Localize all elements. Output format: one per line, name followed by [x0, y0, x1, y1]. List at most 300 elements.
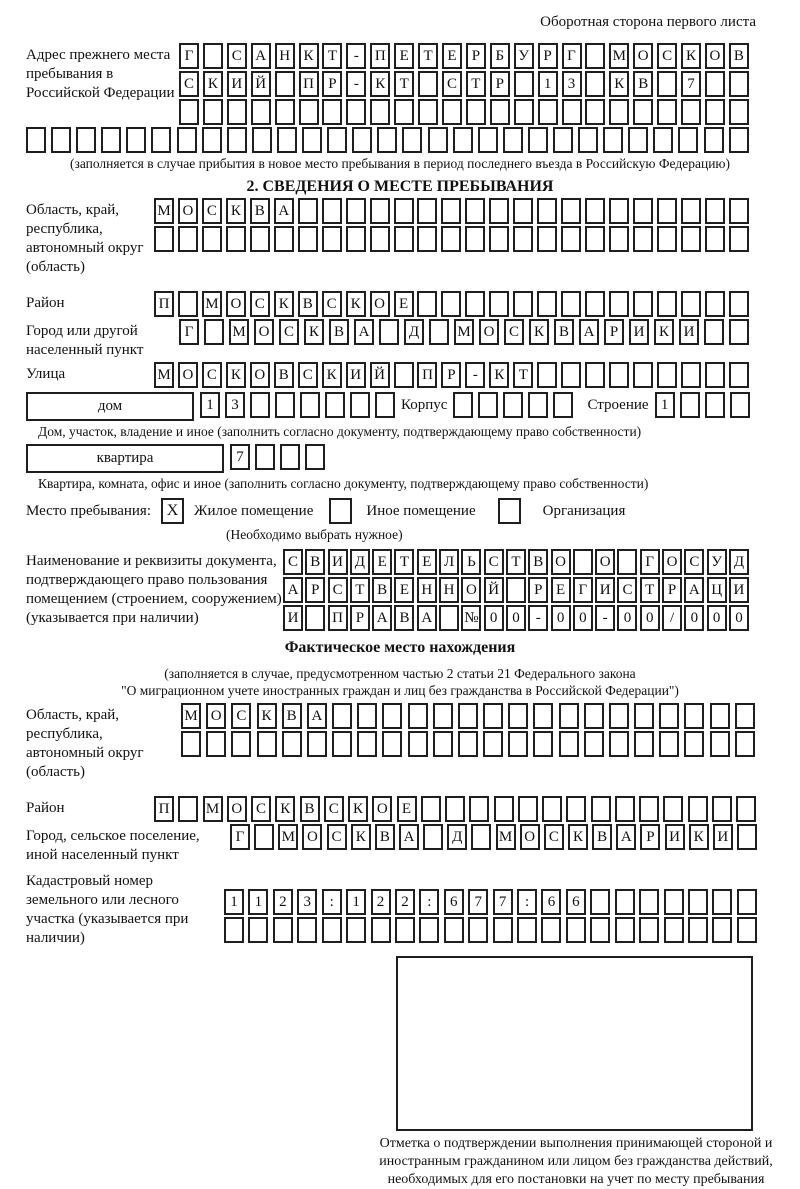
char-box[interactable]: К [274, 291, 294, 317]
char-box[interactable] [653, 127, 673, 153]
char-box[interactable] [489, 226, 509, 252]
char-box[interactable]: В [298, 291, 318, 317]
char-box[interactable] [327, 127, 347, 153]
char-box[interactable]: О [595, 549, 615, 575]
char-box[interactable] [541, 917, 561, 943]
char-box[interactable] [251, 99, 271, 125]
char-box[interactable]: А [417, 605, 437, 631]
char-box[interactable]: В [250, 198, 270, 224]
char-box[interactable] [224, 917, 244, 943]
char-box[interactable] [537, 226, 557, 252]
char-box[interactable] [680, 392, 700, 418]
char-box[interactable] [657, 362, 677, 388]
char-box[interactable]: Р [538, 43, 558, 69]
char-box[interactable] [297, 917, 317, 943]
char-box[interactable] [566, 796, 586, 822]
char-box[interactable] [633, 226, 653, 252]
char-box[interactable] [394, 99, 414, 125]
char-box[interactable] [305, 444, 325, 470]
char-box[interactable]: Е [394, 43, 414, 69]
char-box[interactable] [227, 99, 247, 125]
char-box[interactable] [712, 796, 732, 822]
char-box[interactable] [332, 703, 352, 729]
char-box[interactable] [394, 226, 414, 252]
char-box[interactable] [307, 731, 327, 757]
char-box[interactable] [517, 917, 537, 943]
char-box[interactable]: Т [506, 549, 526, 575]
char-box[interactable] [255, 444, 275, 470]
char-box[interactable] [277, 127, 297, 153]
char-box[interactable] [254, 824, 274, 850]
char-box[interactable] [561, 226, 581, 252]
char-box[interactable]: И [328, 549, 348, 575]
char-box[interactable]: - [465, 362, 485, 388]
char-box[interactable] [322, 198, 342, 224]
char-box[interactable] [729, 127, 749, 153]
char-box[interactable] [458, 731, 478, 757]
char-box[interactable]: Л [439, 549, 459, 575]
char-box[interactable] [537, 362, 557, 388]
char-box[interactable]: К [226, 362, 246, 388]
char-box[interactable] [458, 703, 478, 729]
char-box[interactable] [729, 291, 749, 317]
char-box[interactable] [453, 127, 473, 153]
char-box[interactable] [537, 198, 557, 224]
char-box[interactable] [178, 796, 198, 822]
char-box[interactable]: 0 [617, 605, 637, 631]
char-box[interactable]: А [274, 198, 294, 224]
char-box[interactable] [705, 71, 725, 97]
char-box[interactable]: О [302, 824, 322, 850]
char-box[interactable] [429, 319, 449, 345]
char-box[interactable]: С [442, 71, 462, 97]
char-box[interactable] [408, 731, 428, 757]
char-box[interactable] [634, 703, 654, 729]
char-box[interactable] [639, 889, 659, 915]
char-box[interactable] [469, 796, 489, 822]
char-box[interactable] [705, 362, 725, 388]
char-box[interactable] [181, 731, 201, 757]
char-box[interactable] [688, 796, 708, 822]
char-box[interactable]: В [305, 549, 325, 575]
char-box[interactable] [542, 796, 562, 822]
char-box[interactable] [371, 917, 391, 943]
char-box[interactable] [609, 731, 629, 757]
char-box[interactable] [478, 392, 498, 418]
char-box[interactable]: Г [640, 549, 660, 575]
char-box[interactable] [590, 917, 610, 943]
char-box[interactable]: Б [490, 43, 510, 69]
char-box[interactable] [394, 198, 414, 224]
char-box[interactable] [506, 577, 526, 603]
char-box[interactable]: А [372, 605, 392, 631]
char-box[interactable] [101, 127, 121, 153]
char-box[interactable]: П [299, 71, 319, 97]
char-box[interactable]: Р [604, 319, 624, 345]
char-box[interactable] [203, 43, 223, 69]
char-box[interactable]: В [554, 319, 574, 345]
char-box[interactable] [322, 99, 342, 125]
char-box[interactable] [151, 127, 171, 153]
char-box[interactable] [465, 198, 485, 224]
char-box[interactable]: Р [322, 71, 342, 97]
char-box[interactable]: С [484, 549, 504, 575]
char-box[interactable]: М [154, 198, 174, 224]
char-box[interactable] [298, 198, 318, 224]
char-box[interactable] [609, 703, 629, 729]
char-box[interactable]: А [251, 43, 271, 69]
char-box[interactable]: - [528, 605, 548, 631]
char-box[interactable] [250, 226, 270, 252]
char-box[interactable]: С [283, 549, 303, 575]
char-box[interactable]: М [154, 362, 174, 388]
char-box[interactable]: П [154, 291, 174, 317]
char-box[interactable] [444, 917, 464, 943]
char-box[interactable]: Е [551, 577, 571, 603]
char-box[interactable]: № [461, 605, 481, 631]
char-box[interactable] [408, 703, 428, 729]
char-box[interactable] [514, 71, 534, 97]
char-box[interactable]: У [707, 549, 727, 575]
char-box[interactable]: А [616, 824, 636, 850]
char-box[interactable]: И [679, 319, 699, 345]
char-box[interactable]: Т [350, 577, 370, 603]
char-box[interactable] [466, 99, 486, 125]
char-box[interactable] [298, 226, 318, 252]
char-box[interactable]: О [372, 796, 392, 822]
char-box[interactable]: В [729, 43, 749, 69]
char-box[interactable] [503, 392, 523, 418]
char-box[interactable] [441, 291, 461, 317]
char-box[interactable]: Й [484, 577, 504, 603]
char-box[interactable] [202, 226, 222, 252]
char-box[interactable] [688, 889, 708, 915]
char-box[interactable] [585, 226, 605, 252]
char-box[interactable]: 0 [640, 605, 660, 631]
char-box[interactable] [493, 917, 513, 943]
char-box[interactable] [681, 291, 701, 317]
char-box[interactable] [433, 703, 453, 729]
char-box[interactable]: К [568, 824, 588, 850]
char-box[interactable]: И [283, 605, 303, 631]
char-box[interactable]: О [206, 703, 226, 729]
char-box[interactable]: 3 [225, 392, 245, 418]
char-box[interactable] [402, 127, 422, 153]
char-box[interactable]: 2 [395, 889, 415, 915]
char-box[interactable]: О [227, 796, 247, 822]
checkbox-organization[interactable] [498, 498, 521, 524]
char-box[interactable] [678, 127, 698, 153]
char-box[interactable] [346, 99, 366, 125]
char-box[interactable] [681, 226, 701, 252]
char-box[interactable] [585, 99, 605, 125]
char-box[interactable] [566, 917, 586, 943]
char-box[interactable] [705, 226, 725, 252]
char-box[interactable] [681, 198, 701, 224]
char-box[interactable] [590, 889, 610, 915]
char-box[interactable]: О [705, 43, 725, 69]
char-box[interactable] [490, 99, 510, 125]
char-box[interactable] [370, 198, 390, 224]
char-box[interactable] [418, 99, 438, 125]
char-box[interactable] [252, 127, 272, 153]
char-box[interactable]: И [346, 362, 366, 388]
char-box[interactable]: 3 [562, 71, 582, 97]
char-box[interactable]: К [681, 43, 701, 69]
char-box[interactable]: Г [573, 577, 593, 603]
char-box[interactable]: Е [417, 549, 437, 575]
char-box[interactable] [663, 796, 683, 822]
char-box[interactable] [585, 362, 605, 388]
char-box[interactable] [468, 917, 488, 943]
char-box[interactable] [681, 362, 701, 388]
char-box[interactable]: О [551, 549, 571, 575]
char-box[interactable]: С [179, 71, 199, 97]
char-box[interactable]: С [684, 549, 704, 575]
char-box[interactable] [559, 703, 579, 729]
char-box[interactable]: К [346, 291, 366, 317]
char-box[interactable]: 0 [573, 605, 593, 631]
char-box[interactable]: В [372, 577, 392, 603]
char-box[interactable] [615, 889, 635, 915]
char-box[interactable]: И [227, 71, 247, 97]
char-box[interactable] [553, 392, 573, 418]
char-box[interactable] [248, 917, 268, 943]
char-box[interactable] [712, 917, 732, 943]
char-box[interactable] [705, 392, 725, 418]
char-box[interactable]: С [298, 362, 318, 388]
char-box[interactable]: К [299, 43, 319, 69]
char-box[interactable] [442, 99, 462, 125]
char-box[interactable]: Н [439, 577, 459, 603]
char-box[interactable] [382, 703, 402, 729]
char-box[interactable]: 1 [538, 71, 558, 97]
char-box[interactable] [375, 392, 395, 418]
char-box[interactable] [377, 127, 397, 153]
char-box[interactable] [280, 444, 300, 470]
char-box[interactable]: О [662, 549, 682, 575]
char-box[interactable] [227, 127, 247, 153]
char-box[interactable]: И [629, 319, 649, 345]
char-box[interactable] [538, 99, 558, 125]
char-box[interactable]: 0 [506, 605, 526, 631]
char-box[interactable]: 6 [541, 889, 561, 915]
char-box[interactable]: / [662, 605, 682, 631]
char-box[interactable]: П [328, 605, 348, 631]
char-box[interactable] [609, 198, 629, 224]
char-box[interactable] [275, 99, 295, 125]
char-box[interactable] [417, 291, 437, 317]
char-box[interactable] [439, 605, 459, 631]
char-box[interactable]: С [231, 703, 251, 729]
char-box[interactable]: Е [394, 577, 414, 603]
char-box[interactable] [441, 226, 461, 252]
char-box[interactable] [585, 43, 605, 69]
char-box[interactable] [322, 917, 342, 943]
char-box[interactable] [419, 917, 439, 943]
char-box[interactable] [423, 824, 443, 850]
char-box[interactable]: Д [447, 824, 467, 850]
char-box[interactable]: 1 [346, 889, 366, 915]
char-box[interactable] [178, 291, 198, 317]
char-box[interactable] [561, 291, 581, 317]
char-box[interactable]: О [250, 362, 270, 388]
char-box[interactable] [561, 198, 581, 224]
char-box[interactable]: Т [418, 43, 438, 69]
char-box[interactable]: 1 [655, 392, 675, 418]
char-box[interactable]: 0 [684, 605, 704, 631]
char-box[interactable]: : [322, 889, 342, 915]
char-box[interactable] [704, 319, 724, 345]
char-box[interactable]: Д [404, 319, 424, 345]
char-box[interactable] [382, 731, 402, 757]
char-box[interactable] [730, 392, 750, 418]
char-box[interactable] [578, 127, 598, 153]
char-box[interactable] [503, 127, 523, 153]
char-box[interactable]: С [202, 198, 222, 224]
char-box[interactable]: 1 [200, 392, 220, 418]
char-box[interactable] [705, 198, 725, 224]
char-box[interactable]: В [592, 824, 612, 850]
char-box[interactable] [76, 127, 96, 153]
char-box[interactable]: К [654, 319, 674, 345]
char-box[interactable]: 0 [551, 605, 571, 631]
char-box[interactable] [508, 731, 528, 757]
apartment-type-box[interactable]: квартира [26, 444, 224, 473]
char-box[interactable] [729, 198, 749, 224]
char-box[interactable] [370, 226, 390, 252]
char-box[interactable]: О [178, 198, 198, 224]
char-box[interactable]: А [354, 319, 374, 345]
char-box[interactable] [659, 731, 679, 757]
char-box[interactable]: И [665, 824, 685, 850]
char-box[interactable]: М [454, 319, 474, 345]
char-box[interactable]: 0 [729, 605, 749, 631]
char-box[interactable] [615, 917, 635, 943]
char-box[interactable] [274, 226, 294, 252]
char-box[interactable] [562, 99, 582, 125]
char-box[interactable] [633, 99, 653, 125]
char-box[interactable]: - [346, 43, 366, 69]
char-box[interactable] [659, 703, 679, 729]
char-box[interactable]: : [419, 889, 439, 915]
char-box[interactable] [657, 226, 677, 252]
char-box[interactable] [657, 198, 677, 224]
char-box[interactable] [379, 319, 399, 345]
char-box[interactable]: С [250, 291, 270, 317]
char-box[interactable]: Н [275, 43, 295, 69]
char-box[interactable] [346, 917, 366, 943]
char-box[interactable] [528, 127, 548, 153]
char-box[interactable]: Т [394, 71, 414, 97]
char-box[interactable]: К [275, 796, 295, 822]
char-box[interactable]: Ц [707, 577, 727, 603]
char-box[interactable]: В [375, 824, 395, 850]
char-box[interactable] [352, 127, 372, 153]
char-box[interactable] [609, 291, 629, 317]
char-box[interactable]: С [327, 824, 347, 850]
char-box[interactable] [634, 731, 654, 757]
char-box[interactable] [299, 99, 319, 125]
char-box[interactable]: М [278, 824, 298, 850]
char-box[interactable]: К [226, 198, 246, 224]
char-box[interactable] [257, 731, 277, 757]
char-box[interactable] [494, 796, 514, 822]
char-box[interactable]: О [254, 319, 274, 345]
char-box[interactable]: Р [528, 577, 548, 603]
char-box[interactable]: П [417, 362, 437, 388]
char-box[interactable] [51, 127, 71, 153]
char-box[interactable]: Г [179, 319, 199, 345]
char-box[interactable] [528, 392, 548, 418]
char-box[interactable] [483, 703, 503, 729]
char-box[interactable]: 6 [444, 889, 464, 915]
char-box[interactable]: : [517, 889, 537, 915]
char-box[interactable] [584, 703, 604, 729]
char-box[interactable]: К [304, 319, 324, 345]
char-box[interactable] [609, 362, 629, 388]
char-box[interactable] [26, 127, 46, 153]
char-box[interactable]: Р [441, 362, 461, 388]
char-box[interactable] [633, 291, 653, 317]
char-box[interactable]: К [489, 362, 509, 388]
char-box[interactable]: М [229, 319, 249, 345]
char-box[interactable] [633, 198, 653, 224]
char-box[interactable] [465, 291, 485, 317]
char-box[interactable] [483, 731, 503, 757]
char-box[interactable] [417, 198, 437, 224]
char-box[interactable] [609, 226, 629, 252]
char-box[interactable] [617, 549, 637, 575]
char-box[interactable]: Г [230, 824, 250, 850]
char-box[interactable]: О [226, 291, 246, 317]
char-box[interactable] [513, 198, 533, 224]
char-box[interactable] [585, 291, 605, 317]
char-box[interactable] [250, 392, 270, 418]
char-box[interactable]: О [479, 319, 499, 345]
char-box[interactable] [729, 319, 749, 345]
char-box[interactable]: Р [350, 605, 370, 631]
char-box[interactable] [573, 549, 593, 575]
char-box[interactable] [657, 291, 677, 317]
char-box[interactable]: К [609, 71, 629, 97]
char-box[interactable] [705, 99, 725, 125]
char-box[interactable]: - [595, 605, 615, 631]
char-box[interactable]: К [529, 319, 549, 345]
char-box[interactable] [639, 917, 659, 943]
char-box[interactable] [737, 889, 757, 915]
char-box[interactable]: М [203, 796, 223, 822]
char-box[interactable]: Е [397, 796, 417, 822]
char-box[interactable] [357, 703, 377, 729]
char-box[interactable] [705, 291, 725, 317]
house-type-box[interactable]: дом [26, 392, 194, 421]
char-box[interactable]: С [657, 43, 677, 69]
char-box[interactable] [465, 226, 485, 252]
char-box[interactable] [370, 99, 390, 125]
char-box[interactable]: Е [442, 43, 462, 69]
char-box[interactable]: К [257, 703, 277, 729]
char-box[interactable]: Й [251, 71, 271, 97]
char-box[interactable] [418, 71, 438, 97]
char-box[interactable] [275, 392, 295, 418]
char-box[interactable]: О [461, 577, 481, 603]
char-box[interactable] [603, 127, 623, 153]
char-box[interactable]: Р [466, 43, 486, 69]
char-box[interactable]: В [394, 605, 414, 631]
char-box[interactable]: - [346, 71, 366, 97]
char-box[interactable] [615, 796, 635, 822]
